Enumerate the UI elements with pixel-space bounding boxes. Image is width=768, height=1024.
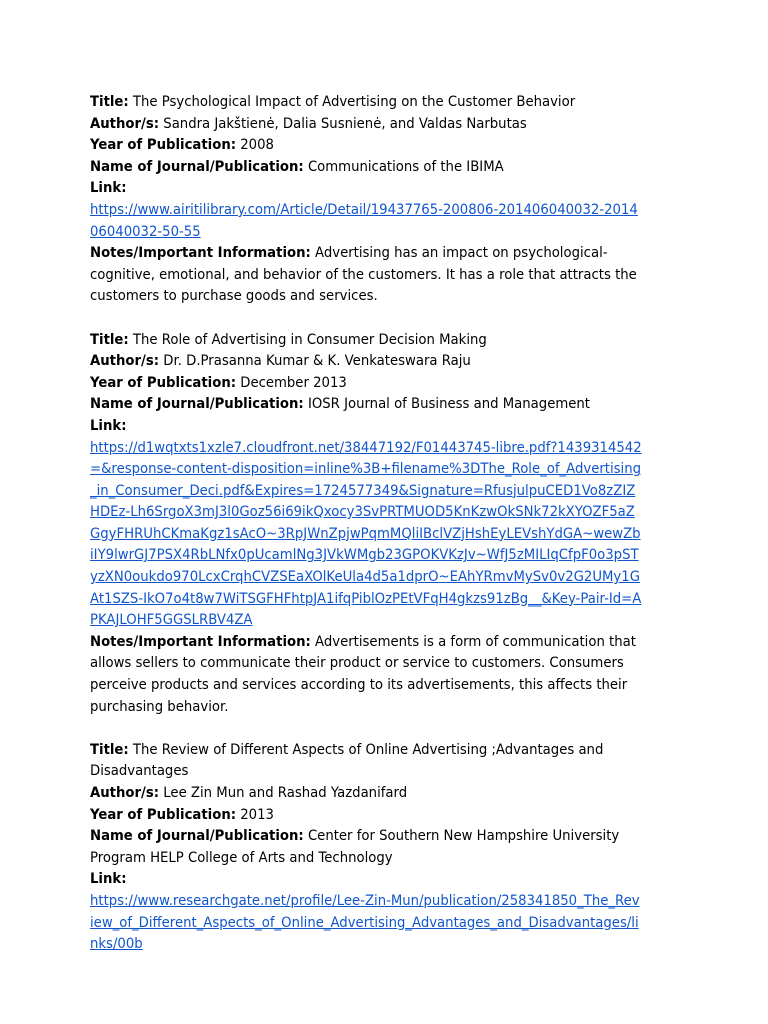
journal-line	[90, 394, 642, 416]
journal-value: Communications of the IBIMA	[307, 158, 504, 175]
notes-label: Notes/Important Information:	[90, 245, 311, 262]
journal-value: Center for Southern New Hampshire University Program HELP College of Arts and Technology	[90, 828, 620, 866]
year-label: Year of Publication:	[90, 137, 237, 154]
journal-label: Name of Journal/Publication:	[90, 396, 304, 413]
link-label: Link:	[90, 417, 127, 434]
authors-line	[90, 351, 642, 373]
journal-line	[90, 157, 642, 179]
title-line	[90, 92, 642, 114]
notes-value: Advertisements is a form of communication that allows sellers to communicate their product or service to customers. Consumers perceive products and services according to its advertisements, this affects their purchasing behavior.	[90, 633, 636, 715]
reference-link[interactable]: https://www.researchgate.net/profile/Lee-Zin-Mun/publication/258341850_The_Review_of_Different_Aspects_of_Online_Advertising_Advantages_and_Disadvantages/links/00b	[90, 892, 640, 953]
authors-value: Sandra Jakštienė, Dalia Susnienė, and Valdas Narbutas	[163, 115, 527, 132]
authors-label: Author/s:	[90, 115, 160, 132]
authors-line	[90, 114, 642, 136]
title-label: Title:	[90, 741, 129, 758]
reference-entry-1	[90, 92, 642, 308]
title-line	[90, 330, 642, 352]
reference-entry-3	[90, 740, 642, 956]
year-value: 2008	[240, 137, 274, 154]
year-line	[90, 805, 642, 827]
title-value: The Review of Different Aspects of Online Advertising ;Advantages and Disadvantages	[90, 741, 604, 780]
year-value: 2013	[240, 806, 274, 823]
reference-link[interactable]: https://www.airitilibrary.com/Article/Detail/19437765-200806-201406040032-201406040032-50-55	[90, 201, 638, 240]
notes-line	[90, 632, 642, 718]
notes-line	[90, 243, 642, 308]
year-line	[90, 135, 642, 157]
authors-value: Dr. D.Prasanna Kumar & K. Venkateswara Raju	[163, 353, 471, 370]
notes-value: Advertising has an impact on psychological-cognitive, emotional, and behavior of the customers. It has a role that attracts the customers to purchase goods and services.	[90, 245, 637, 305]
link-label-line	[90, 869, 642, 891]
year-value: December 2013	[240, 374, 347, 391]
reference-entry-2	[90, 330, 642, 719]
reference-link[interactable]: https://d1wqtxts1xzle7.cloudfront.net/38447192/F01443745-libre.pdf?1439314542=&response-content-disposition=inline%3B+filename%3DThe_Role_of_Advertising_in_Consumer_Deci.pdf&Expires=1724577349&Signature=RfusjulpuCED1Vo8zZIZHDEz-Lh6SrgoX3mJ3l0Goz56i69ikQxocy3SvPRTMUOD5KnKzwOkSNk72kXYOZF5aZGgyFHRUhCKmaKgz1sAcO~3RpJWnZpjwPqmMQliIBclVZjHshEyLEVshYdGA~wewZbiIY9lwrGJ7PSX4RbLNfx0pUcamlNg3JVkWMgb23GPOKVKzJv~WfJ5zMILIqCfpF0o3pSTyzXN0oukdo970LcxCrqhCVZSEaXOlKeUla4d5a1dprO~EAhYRmvMySv0v2G2UMy1GAt1SZS-IkO7o4t8w7WiTSGFHFhtpJA1ifqPiblOzPEtVFqH4gkzs91zBg__&Key-Pair-Id=APKAJLOHF5GGSLRBV4ZA	[90, 439, 642, 629]
document-page	[90, 92, 642, 956]
journal-line	[90, 826, 642, 869]
authors-label: Author/s:	[90, 785, 160, 801]
notes-label: Notes/Important Information:	[90, 633, 311, 650]
link-label: Link:	[90, 180, 127, 197]
year-label: Year of Publication:	[90, 806, 237, 823]
link-label-line	[90, 416, 642, 438]
link-label: Link:	[90, 871, 127, 888]
journal-value: IOSR Journal of Business and Management	[307, 396, 590, 413]
title-line	[90, 740, 642, 783]
journal-label: Name of Journal/Publication:	[90, 828, 304, 845]
title-value: The Role of Advertising in Consumer Decision Making	[132, 331, 487, 348]
authors-line	[90, 783, 642, 805]
year-line	[90, 373, 642, 395]
journal-label: Name of Journal/Publication:	[90, 158, 304, 175]
title-label: Title:	[90, 331, 129, 348]
authors-label: Author/s:	[90, 353, 160, 370]
title-value: The Psychological Impact of Advertising on the Customer Behavior	[132, 94, 576, 110]
authors-value: Lee Zin Mun and Rashad Yazdanifard	[163, 785, 408, 801]
title-label: Title:	[90, 94, 129, 110]
link-label-line	[90, 178, 642, 200]
year-label: Year of Publication:	[90, 374, 237, 391]
